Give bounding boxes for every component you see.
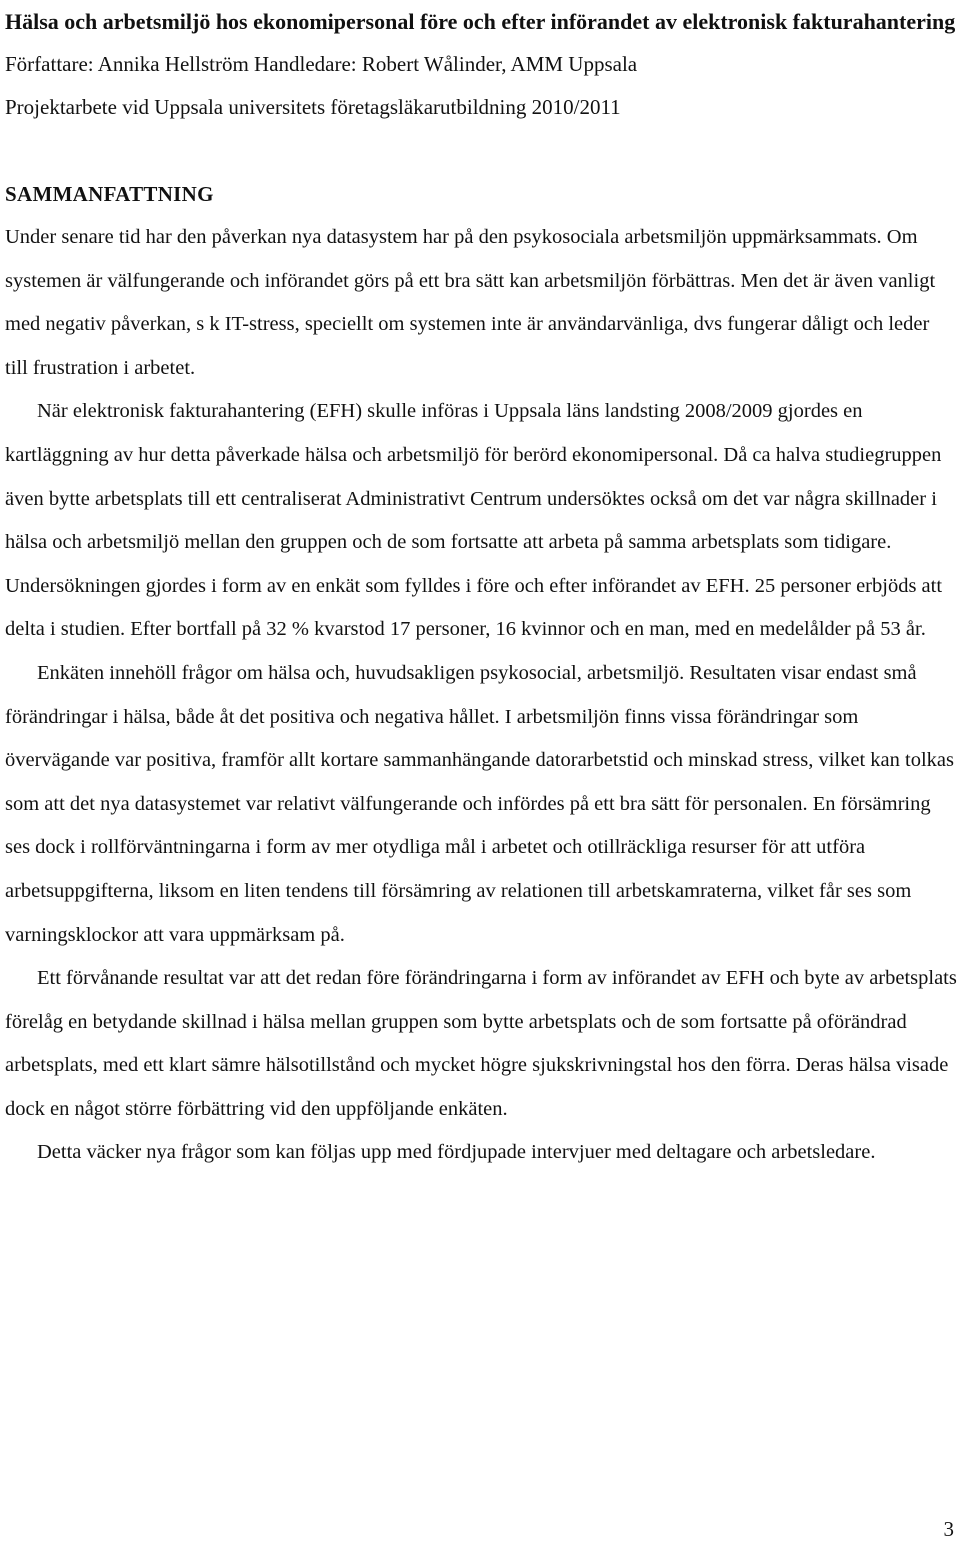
summary-paragraph-2: När elektronisk fakturahantering (EFH) skulle införas i Uppsala läns landsting 2008/2009 gjordes en kartläggning av hur detta påverkade hälsa och arbetsmiljö för berörd ekonomipersonal. Då ca halva studiegruppen även bytte arbetsplats till ett centraliserat Administrativt Centrum undersöktes också om det var några skillnader i hälsa och arbetsmiljö mellan den gruppen och de som fortsatte att arbeta på samma arbetsplats som tidigare. Undersökningen gjordes i form av en enkät som fylldes i före och efter införandet av EFH. 25 personer erbjöds att delta i studien. Efter bortfall på 32 % kvarstod 17 personer, 16 kvinnor och en man, med en medelålder på 53 år.	[5, 400, 943, 641]
summary-paragraph-5: Detta väcker nya frågor som kan följas upp med fördjupade intervjuer med deltagare och arbetsledare.	[37, 1141, 876, 1164]
page-number: 3	[943, 1517, 954, 1541]
author-line: Författare: Annika Hellström Handledare: Robert Wålinder, AMM Uppsala	[5, 52, 638, 76]
summary-paragraph-1: Under senare tid har den påverkan nya datasystem har på den psykosociala arbetsmiljön uppmärksammats. Om systemen är välfungerande och införandet görs på ett bra sätt kan arbetsmiljön förbättras. Men det är även vanligt med negativ påverkan, s k IT-stress, speciellt om systemen inte är användarvänliga, dvs fungerar dåligt och leder till frustration i arbetet.	[5, 226, 936, 379]
summary-heading: SAMMANFATTNING	[5, 182, 214, 206]
document-page	[5, 0, 957, 1175]
summary-paragraph-4: Ett förvånande resultat var att det redan före förändringarna i form av införandet av EFH och byte av arbetsplats förelåg en betydande skillnad i hälsa mellan gruppen som bytte arbetsplats och de som fortsatte på oförändrad arbetsplats, med ett klart sämre hälsotillstånd och mycket högre sjukskrivningstal hos den förra. Deras hälsa visade dock en något större förbättring vid den uppföljande enkäten.	[5, 967, 957, 1120]
summary-paragraph-3: Enkäten innehöll frågor om hälsa och, huvudsakligen psykosocial, arbetsmiljö. Resultaten visar endast små förändringar i hälsa, både åt det positiva och negativa hållet. I arbetsmiljön finns vissa förändringar som övervägande var positiva, framför allt kortare sammanhängande datorarbetstid och minskad stress, vilket kan tolkas som att det nya datasystemet var relativt välfungerande och infördes på ett bra sätt för personalen. En försämring ses dock i rollförväntningarna i form av mer otydliga mål i arbetet och otillräckliga resurser för att utföra arbetsuppgifterna, liksom en liten tendens till försämring av relationen till arbetskamraterna, vilket får ses som varningsklockor att vara uppmärksam på.	[5, 661, 954, 946]
project-line: Projektarbete vid Uppsala universitets företagsläkarutbildning 2010/2011	[5, 95, 621, 119]
document-title: Hälsa och arbetsmiljö hos ekonomipersonal före och efter införandet av elektronisk fakturahantering	[5, 9, 956, 34]
